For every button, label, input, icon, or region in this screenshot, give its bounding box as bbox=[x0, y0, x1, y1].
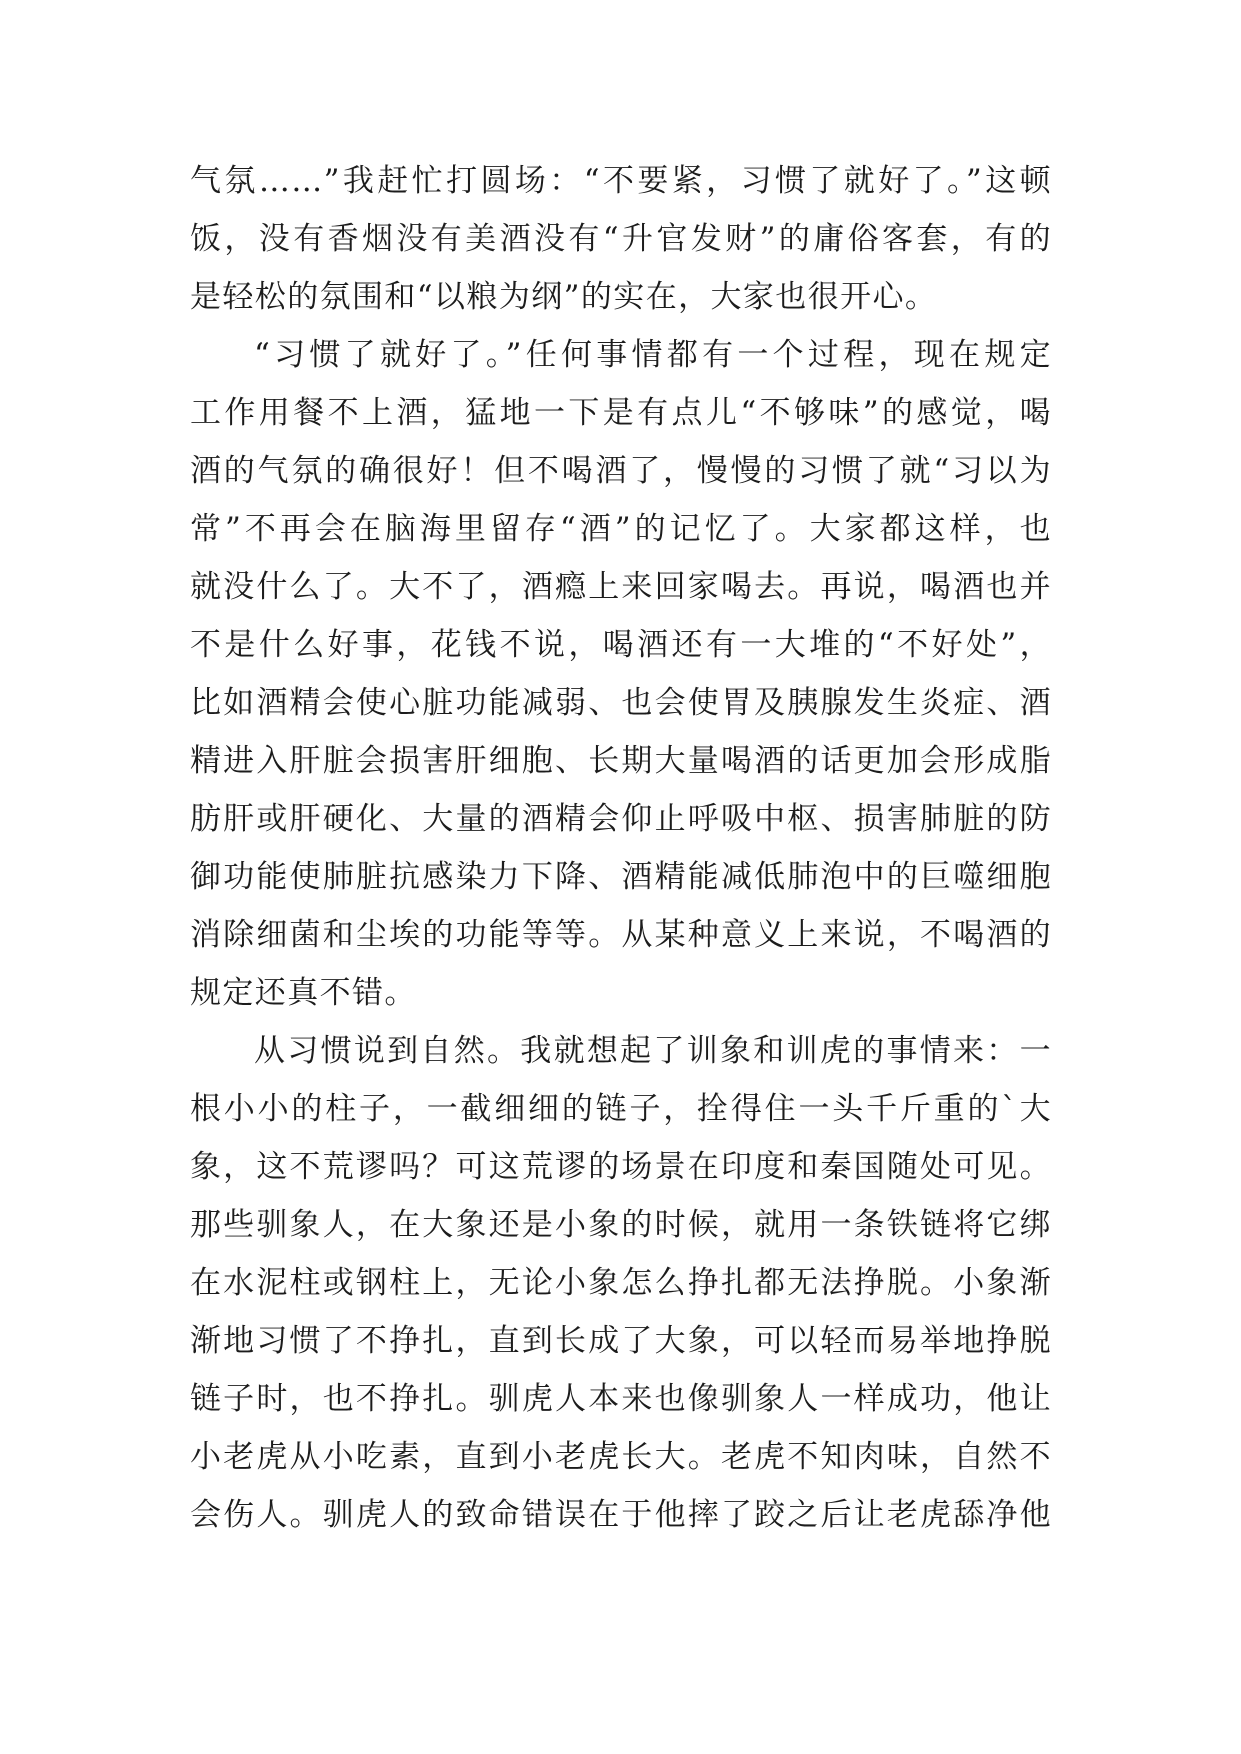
text-line: “习惯了就好了。”任何事情都有一个过程，现在规定 bbox=[254, 337, 1052, 373]
text-line: 在水泥柱或钢柱上，无论小象怎么挣扎都无法挣脱。小象渐 bbox=[190, 1265, 1052, 1301]
text-line: 工作用餐不上酒，猛地一下是有点儿“不够味”的感觉，喝 bbox=[190, 395, 1052, 431]
text-line: 消除细菌和尘埃的功能等等。从某种意义上来说，不喝酒的 bbox=[190, 917, 1052, 953]
text-line: 比如酒精会使心脏功能减弱、也会使胃及胰腺发生炎症、酒 bbox=[190, 685, 1052, 721]
paragraph bbox=[190, 326, 1052, 1022]
text-line: 小老虎从小吃素，直到小老虎长大。老虎不知肉味，自然不 bbox=[190, 1439, 1052, 1475]
paragraph bbox=[190, 1022, 1052, 1544]
text-line: 渐地习惯了不挣扎，直到长成了大象，可以轻而易举地挣脱 bbox=[190, 1323, 1052, 1359]
text-line: 规定还真不错。 bbox=[190, 975, 417, 1011]
text-line: 象，这不荒谬吗？可这荒谬的场景在印度和秦国随处可见。 bbox=[190, 1149, 1052, 1185]
text-line: 从习惯说到自然。我就想起了训象和训虎的事情来：一 bbox=[254, 1033, 1052, 1069]
text-line: 链子时，也不挣扎。驯虎人本来也像驯象人一样成功，他让 bbox=[190, 1381, 1052, 1417]
text-line: 是轻松的氛围和“以粮为纲”的实在，大家也很开心。 bbox=[190, 279, 938, 315]
text-line: 御功能使肺脏抗感染力下降、酒精能减低肺泡中的巨噬细胞 bbox=[190, 859, 1052, 895]
text-line: 气氛……”我赶忙打圆场：“不要紧，习惯了就好了。”这顿 bbox=[190, 163, 1052, 199]
text-line: 常”不再会在脑海里留存“酒”的记忆了。大家都这样，也 bbox=[190, 511, 1052, 547]
text-line: 会伤人。驯虎人的致命错误在于他摔了跤之后让老虎舔净他 bbox=[190, 1497, 1052, 1533]
text-line: 根小小的柱子，一截细细的链子，拴得住一头千斤重的`大 bbox=[190, 1091, 1052, 1127]
text-line: 就没什么了。大不了，酒瘾上来回家喝去。再说，喝酒也并 bbox=[190, 569, 1052, 605]
paragraph bbox=[190, 152, 1052, 326]
text-line: 酒的气氛的确很好！但不喝酒了，慢慢的习惯了就“习以为 bbox=[190, 453, 1052, 489]
text-line: 精进入肝脏会损害肝细胞、长期大量喝酒的话更加会形成脂 bbox=[190, 743, 1052, 779]
text-line: 饭，没有香烟没有美酒没有“升官发财”的庸俗客套，有的 bbox=[190, 221, 1052, 257]
text-line: 那些驯象人，在大象还是小象的时候，就用一条铁链将它绑 bbox=[190, 1207, 1052, 1243]
text-line: 不是什么好事，花钱不说，喝酒还有一大堆的“不好处”， bbox=[190, 627, 1052, 663]
text-line: 肪肝或肝硬化、大量的酒精会仰止呼吸中枢、损害肺脏的防 bbox=[190, 801, 1052, 837]
document-body bbox=[190, 152, 1052, 1544]
